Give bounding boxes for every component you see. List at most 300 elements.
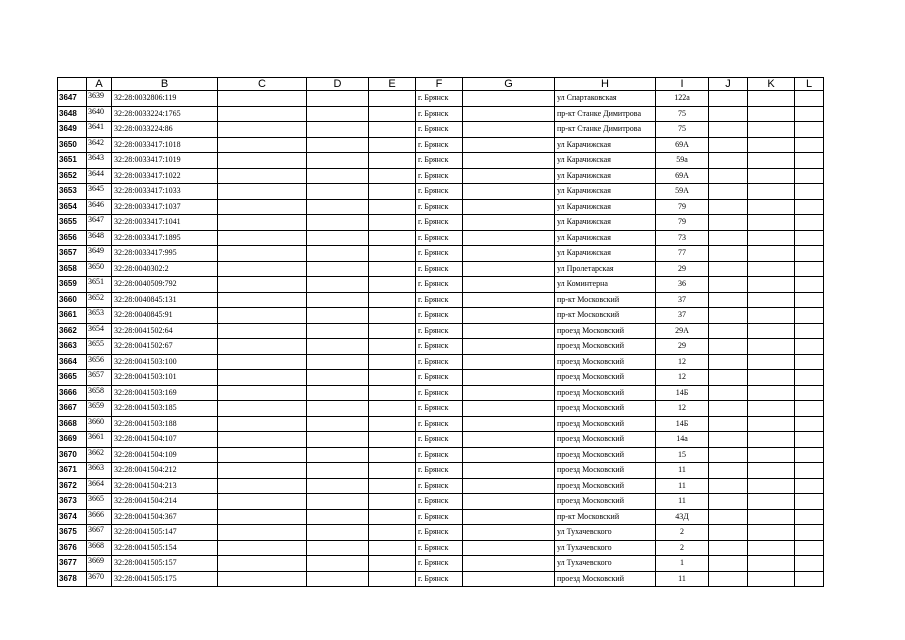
row-number[interactable]: 3672 bbox=[58, 478, 87, 494]
cell-e[interactable] bbox=[369, 292, 416, 308]
cell-j[interactable] bbox=[709, 370, 748, 386]
cell-h[interactable]: проезд Московский bbox=[555, 416, 656, 432]
cell-b[interactable]: 32:28:0041503:100 bbox=[112, 354, 218, 370]
cell-g[interactable] bbox=[463, 106, 555, 122]
cell-b[interactable]: 32:28:0040845:91 bbox=[112, 308, 218, 324]
cell-e[interactable] bbox=[369, 323, 416, 339]
cell-k[interactable] bbox=[748, 230, 795, 246]
cell-a[interactable]: 3646 bbox=[87, 199, 112, 215]
cell-j[interactable] bbox=[709, 509, 748, 525]
row-number[interactable]: 3658 bbox=[58, 261, 87, 277]
cell-h[interactable]: пр-кт Московский bbox=[555, 308, 656, 324]
cell-i[interactable]: 75 bbox=[656, 106, 709, 122]
cell-l[interactable] bbox=[795, 385, 824, 401]
column-header-a[interactable]: A bbox=[87, 78, 112, 91]
cell-i[interactable]: 14Б bbox=[656, 385, 709, 401]
cell-h[interactable]: проезд Московский bbox=[555, 478, 656, 494]
row-number[interactable]: 3675 bbox=[58, 525, 87, 541]
cell-i[interactable]: 73 bbox=[656, 230, 709, 246]
cell-l[interactable] bbox=[795, 215, 824, 231]
cell-e[interactable] bbox=[369, 432, 416, 448]
cell-e[interactable] bbox=[369, 339, 416, 355]
cell-b[interactable]: 32:28:0041505:175 bbox=[112, 571, 218, 587]
cell-a[interactable]: 3653 bbox=[87, 308, 112, 324]
cell-e[interactable] bbox=[369, 401, 416, 417]
cell-h[interactable]: проезд Московский bbox=[555, 385, 656, 401]
cell-d[interactable] bbox=[307, 168, 369, 184]
cell-l[interactable] bbox=[795, 199, 824, 215]
cell-g[interactable] bbox=[463, 478, 555, 494]
cell-d[interactable] bbox=[307, 401, 369, 417]
cell-g[interactable] bbox=[463, 277, 555, 293]
cell-l[interactable] bbox=[795, 401, 824, 417]
cell-l[interactable] bbox=[795, 106, 824, 122]
cell-k[interactable] bbox=[748, 137, 795, 153]
cell-i[interactable]: 11 bbox=[656, 494, 709, 510]
cell-j[interactable] bbox=[709, 447, 748, 463]
row-number[interactable]: 3656 bbox=[58, 230, 87, 246]
row-number[interactable]: 3677 bbox=[58, 556, 87, 572]
cell-l[interactable] bbox=[795, 571, 824, 587]
cell-d[interactable] bbox=[307, 261, 369, 277]
cell-c[interactable] bbox=[218, 385, 307, 401]
cell-e[interactable] bbox=[369, 153, 416, 169]
cell-j[interactable] bbox=[709, 385, 748, 401]
cell-a[interactable]: 3642 bbox=[87, 137, 112, 153]
row-number[interactable]: 3655 bbox=[58, 215, 87, 231]
cell-h[interactable]: ул Карачижская bbox=[555, 137, 656, 153]
cell-e[interactable] bbox=[369, 571, 416, 587]
cell-k[interactable] bbox=[748, 463, 795, 479]
cell-f[interactable]: г. Брянск bbox=[416, 91, 463, 107]
cell-h[interactable]: проезд Московский bbox=[555, 370, 656, 386]
cell-k[interactable] bbox=[748, 556, 795, 572]
cell-i[interactable]: 29 bbox=[656, 261, 709, 277]
cell-j[interactable] bbox=[709, 277, 748, 293]
cell-e[interactable] bbox=[369, 478, 416, 494]
cell-d[interactable] bbox=[307, 354, 369, 370]
cell-g[interactable] bbox=[463, 509, 555, 525]
column-header-j[interactable]: J bbox=[709, 78, 748, 91]
cell-k[interactable] bbox=[748, 184, 795, 200]
cell-a[interactable]: 3655 bbox=[87, 339, 112, 355]
cell-g[interactable] bbox=[463, 323, 555, 339]
cell-a[interactable]: 3648 bbox=[87, 230, 112, 246]
cell-l[interactable] bbox=[795, 323, 824, 339]
cell-k[interactable] bbox=[748, 509, 795, 525]
cell-b[interactable]: 32:28:0033417:1895 bbox=[112, 230, 218, 246]
row-number[interactable]: 3650 bbox=[58, 137, 87, 153]
cell-l[interactable] bbox=[795, 230, 824, 246]
row-number[interactable]: 3659 bbox=[58, 277, 87, 293]
cell-j[interactable] bbox=[709, 571, 748, 587]
row-number[interactable]: 3663 bbox=[58, 339, 87, 355]
cell-l[interactable] bbox=[795, 137, 824, 153]
cell-a[interactable]: 3657 bbox=[87, 370, 112, 386]
cell-f[interactable]: г. Брянск bbox=[416, 556, 463, 572]
cell-j[interactable] bbox=[709, 494, 748, 510]
cell-j[interactable] bbox=[709, 416, 748, 432]
column-header-c[interactable]: C bbox=[218, 78, 307, 91]
cell-e[interactable] bbox=[369, 230, 416, 246]
cell-f[interactable]: г. Брянск bbox=[416, 122, 463, 138]
cell-g[interactable] bbox=[463, 168, 555, 184]
cell-a[interactable]: 3649 bbox=[87, 246, 112, 262]
cell-i[interactable]: 37 bbox=[656, 308, 709, 324]
row-number[interactable]: 3653 bbox=[58, 184, 87, 200]
cell-h[interactable]: ул Тухачевского bbox=[555, 525, 656, 541]
cell-h[interactable]: ул Карачижская bbox=[555, 199, 656, 215]
row-number[interactable]: 3661 bbox=[58, 308, 87, 324]
cell-l[interactable] bbox=[795, 494, 824, 510]
column-header-f[interactable]: F bbox=[416, 78, 463, 91]
cell-j[interactable] bbox=[709, 153, 748, 169]
cell-b[interactable]: 32:28:0033417:1022 bbox=[112, 168, 218, 184]
column-header-h[interactable]: H bbox=[555, 78, 656, 91]
cell-i[interactable]: 2 bbox=[656, 525, 709, 541]
cell-b[interactable]: 32:28:0040302:2 bbox=[112, 261, 218, 277]
cell-i[interactable]: 11 bbox=[656, 463, 709, 479]
cell-b[interactable]: 32:28:0041504:109 bbox=[112, 447, 218, 463]
cell-f[interactable]: г. Брянск bbox=[416, 292, 463, 308]
cell-i[interactable]: 79 bbox=[656, 215, 709, 231]
cell-g[interactable] bbox=[463, 246, 555, 262]
column-header-g[interactable]: G bbox=[463, 78, 555, 91]
cell-k[interactable] bbox=[748, 370, 795, 386]
cell-d[interactable] bbox=[307, 447, 369, 463]
cell-f[interactable]: г. Брянск bbox=[416, 308, 463, 324]
cell-f[interactable]: г. Брянск bbox=[416, 106, 463, 122]
cell-c[interactable] bbox=[218, 494, 307, 510]
cell-e[interactable] bbox=[369, 540, 416, 556]
cell-d[interactable] bbox=[307, 122, 369, 138]
cell-j[interactable] bbox=[709, 122, 748, 138]
cell-k[interactable] bbox=[748, 447, 795, 463]
cell-k[interactable] bbox=[748, 277, 795, 293]
cell-e[interactable] bbox=[369, 370, 416, 386]
cell-a[interactable]: 3668 bbox=[87, 540, 112, 556]
cell-d[interactable] bbox=[307, 385, 369, 401]
cell-k[interactable] bbox=[748, 153, 795, 169]
cell-d[interactable] bbox=[307, 106, 369, 122]
cell-f[interactable]: г. Брянск bbox=[416, 463, 463, 479]
cell-c[interactable] bbox=[218, 91, 307, 107]
cell-c[interactable] bbox=[218, 370, 307, 386]
cell-g[interactable] bbox=[463, 525, 555, 541]
cell-a[interactable]: 3667 bbox=[87, 525, 112, 541]
cell-c[interactable] bbox=[218, 122, 307, 138]
cell-d[interactable] bbox=[307, 137, 369, 153]
cell-l[interactable] bbox=[795, 339, 824, 355]
cell-e[interactable] bbox=[369, 556, 416, 572]
cell-j[interactable] bbox=[709, 137, 748, 153]
cell-b[interactable]: 32:28:0041505:147 bbox=[112, 525, 218, 541]
cell-d[interactable] bbox=[307, 540, 369, 556]
cell-h[interactable]: проезд Московский bbox=[555, 494, 656, 510]
cell-b[interactable]: 32:28:0041503:188 bbox=[112, 416, 218, 432]
cell-b[interactable]: 32:28:0041504:213 bbox=[112, 478, 218, 494]
row-number[interactable]: 3669 bbox=[58, 432, 87, 448]
cell-k[interactable] bbox=[748, 91, 795, 107]
cell-h[interactable]: пр-кт Московский bbox=[555, 509, 656, 525]
cell-l[interactable] bbox=[795, 261, 824, 277]
cell-f[interactable]: г. Брянск bbox=[416, 370, 463, 386]
cell-k[interactable] bbox=[748, 571, 795, 587]
cell-d[interactable] bbox=[307, 277, 369, 293]
row-number[interactable]: 3678 bbox=[58, 571, 87, 587]
cell-g[interactable] bbox=[463, 447, 555, 463]
corner-cell[interactable] bbox=[58, 78, 87, 91]
cell-a[interactable]: 3643 bbox=[87, 153, 112, 169]
row-number[interactable]: 3667 bbox=[58, 401, 87, 417]
cell-e[interactable] bbox=[369, 106, 416, 122]
cell-b[interactable]: 32:28:0032806:119 bbox=[112, 91, 218, 107]
cell-f[interactable]: г. Брянск bbox=[416, 432, 463, 448]
cell-c[interactable] bbox=[218, 447, 307, 463]
cell-c[interactable] bbox=[218, 215, 307, 231]
column-header-k[interactable]: K bbox=[748, 78, 795, 91]
cell-k[interactable] bbox=[748, 215, 795, 231]
cell-k[interactable] bbox=[748, 106, 795, 122]
cell-k[interactable] bbox=[748, 416, 795, 432]
cell-g[interactable] bbox=[463, 153, 555, 169]
row-number[interactable]: 3647 bbox=[58, 91, 87, 107]
cell-j[interactable] bbox=[709, 168, 748, 184]
cell-i[interactable]: 14а bbox=[656, 432, 709, 448]
cell-i[interactable]: 15 bbox=[656, 447, 709, 463]
cell-j[interactable] bbox=[709, 556, 748, 572]
cell-f[interactable]: г. Брянск bbox=[416, 168, 463, 184]
cell-f[interactable]: г. Брянск bbox=[416, 401, 463, 417]
cell-d[interactable] bbox=[307, 199, 369, 215]
cell-f[interactable]: г. Брянск bbox=[416, 215, 463, 231]
cell-a[interactable]: 3666 bbox=[87, 509, 112, 525]
cell-c[interactable] bbox=[218, 571, 307, 587]
cell-i[interactable]: 11 bbox=[656, 478, 709, 494]
cell-g[interactable] bbox=[463, 122, 555, 138]
cell-c[interactable] bbox=[218, 168, 307, 184]
cell-f[interactable]: г. Брянск bbox=[416, 509, 463, 525]
cell-j[interactable] bbox=[709, 106, 748, 122]
cell-f[interactable]: г. Брянск bbox=[416, 277, 463, 293]
cell-d[interactable] bbox=[307, 323, 369, 339]
cell-e[interactable] bbox=[369, 308, 416, 324]
cell-e[interactable] bbox=[369, 91, 416, 107]
cell-i[interactable]: 59а bbox=[656, 153, 709, 169]
cell-g[interactable] bbox=[463, 370, 555, 386]
cell-k[interactable] bbox=[748, 339, 795, 355]
cell-c[interactable] bbox=[218, 277, 307, 293]
cell-k[interactable] bbox=[748, 261, 795, 277]
cell-i[interactable]: 12 bbox=[656, 370, 709, 386]
cell-e[interactable] bbox=[369, 261, 416, 277]
cell-a[interactable]: 3645 bbox=[87, 184, 112, 200]
cell-j[interactable] bbox=[709, 292, 748, 308]
cell-b[interactable]: 32:28:0033417:1018 bbox=[112, 137, 218, 153]
cell-d[interactable] bbox=[307, 215, 369, 231]
cell-j[interactable] bbox=[709, 478, 748, 494]
cell-f[interactable]: г. Брянск bbox=[416, 184, 463, 200]
cell-b[interactable]: 32:28:0033417:1033 bbox=[112, 184, 218, 200]
cell-i[interactable]: 77 bbox=[656, 246, 709, 262]
cell-a[interactable]: 3647 bbox=[87, 215, 112, 231]
cell-c[interactable] bbox=[218, 525, 307, 541]
cell-h[interactable]: ул Тухачевского bbox=[555, 540, 656, 556]
cell-a[interactable]: 3652 bbox=[87, 292, 112, 308]
cell-b[interactable]: 32:28:0033417:995 bbox=[112, 246, 218, 262]
row-number[interactable]: 3676 bbox=[58, 540, 87, 556]
cell-c[interactable] bbox=[218, 308, 307, 324]
cell-b[interactable]: 32:28:0041503:101 bbox=[112, 370, 218, 386]
cell-i[interactable]: 29 bbox=[656, 339, 709, 355]
cell-c[interactable] bbox=[218, 246, 307, 262]
cell-a[interactable]: 3656 bbox=[87, 354, 112, 370]
cell-g[interactable] bbox=[463, 385, 555, 401]
cell-e[interactable] bbox=[369, 246, 416, 262]
cell-f[interactable]: г. Брянск bbox=[416, 153, 463, 169]
cell-d[interactable] bbox=[307, 432, 369, 448]
cell-l[interactable] bbox=[795, 308, 824, 324]
cell-i[interactable]: 2 bbox=[656, 540, 709, 556]
cell-i[interactable]: 69А bbox=[656, 168, 709, 184]
cell-i[interactable]: 43Д bbox=[656, 509, 709, 525]
cell-g[interactable] bbox=[463, 339, 555, 355]
cell-h[interactable]: ул Карачижская bbox=[555, 168, 656, 184]
cell-g[interactable] bbox=[463, 199, 555, 215]
cell-e[interactable] bbox=[369, 199, 416, 215]
row-number[interactable]: 3664 bbox=[58, 354, 87, 370]
cell-e[interactable] bbox=[369, 447, 416, 463]
cell-l[interactable] bbox=[795, 509, 824, 525]
cell-b[interactable]: 32:28:0033417:1037 bbox=[112, 199, 218, 215]
cell-b[interactable]: 32:28:0041502:67 bbox=[112, 339, 218, 355]
cell-a[interactable]: 3660 bbox=[87, 416, 112, 432]
cell-f[interactable]: г. Брянск bbox=[416, 261, 463, 277]
cell-a[interactable]: 3658 bbox=[87, 385, 112, 401]
row-number[interactable]: 3649 bbox=[58, 122, 87, 138]
cell-e[interactable] bbox=[369, 137, 416, 153]
cell-a[interactable]: 3651 bbox=[87, 277, 112, 293]
column-header-l[interactable]: L bbox=[795, 78, 824, 91]
cell-e[interactable] bbox=[369, 463, 416, 479]
cell-e[interactable] bbox=[369, 509, 416, 525]
cell-d[interactable] bbox=[307, 308, 369, 324]
cell-l[interactable] bbox=[795, 91, 824, 107]
cell-c[interactable] bbox=[218, 153, 307, 169]
cell-g[interactable] bbox=[463, 215, 555, 231]
cell-l[interactable] bbox=[795, 540, 824, 556]
cell-l[interactable] bbox=[795, 122, 824, 138]
cell-c[interactable] bbox=[218, 106, 307, 122]
cell-h[interactable]: ул Карачижская bbox=[555, 184, 656, 200]
cell-j[interactable] bbox=[709, 525, 748, 541]
cell-j[interactable] bbox=[709, 230, 748, 246]
column-header-i[interactable]: I bbox=[656, 78, 709, 91]
cell-g[interactable] bbox=[463, 137, 555, 153]
cell-k[interactable] bbox=[748, 323, 795, 339]
cell-j[interactable] bbox=[709, 215, 748, 231]
cell-g[interactable] bbox=[463, 432, 555, 448]
cell-a[interactable]: 3639 bbox=[87, 91, 112, 107]
cell-l[interactable] bbox=[795, 354, 824, 370]
cell-e[interactable] bbox=[369, 525, 416, 541]
cell-l[interactable] bbox=[795, 277, 824, 293]
cell-f[interactable]: г. Брянск bbox=[416, 246, 463, 262]
cell-g[interactable] bbox=[463, 184, 555, 200]
cell-a[interactable]: 3665 bbox=[87, 494, 112, 510]
cell-h[interactable]: ул Коминтерна bbox=[555, 277, 656, 293]
cell-k[interactable] bbox=[748, 385, 795, 401]
cell-d[interactable] bbox=[307, 91, 369, 107]
cell-d[interactable] bbox=[307, 556, 369, 572]
cell-g[interactable] bbox=[463, 292, 555, 308]
cell-c[interactable] bbox=[218, 137, 307, 153]
cell-a[interactable]: 3659 bbox=[87, 401, 112, 417]
cell-l[interactable] bbox=[795, 525, 824, 541]
cell-h[interactable]: ул Спартаковская bbox=[555, 91, 656, 107]
cell-c[interactable] bbox=[218, 401, 307, 417]
cell-d[interactable] bbox=[307, 370, 369, 386]
cell-l[interactable] bbox=[795, 556, 824, 572]
cell-k[interactable] bbox=[748, 199, 795, 215]
cell-i[interactable]: 36 bbox=[656, 277, 709, 293]
cell-j[interactable] bbox=[709, 401, 748, 417]
cell-l[interactable] bbox=[795, 246, 824, 262]
cell-i[interactable]: 11 bbox=[656, 571, 709, 587]
cell-d[interactable] bbox=[307, 153, 369, 169]
cell-k[interactable] bbox=[748, 494, 795, 510]
cell-k[interactable] bbox=[748, 401, 795, 417]
cell-d[interactable] bbox=[307, 246, 369, 262]
cell-k[interactable] bbox=[748, 292, 795, 308]
cell-c[interactable] bbox=[218, 509, 307, 525]
cell-f[interactable]: г. Брянск bbox=[416, 385, 463, 401]
cell-d[interactable] bbox=[307, 416, 369, 432]
cell-g[interactable] bbox=[463, 416, 555, 432]
cell-c[interactable] bbox=[218, 354, 307, 370]
cell-b[interactable]: 32:28:0033417:1041 bbox=[112, 215, 218, 231]
cell-c[interactable] bbox=[218, 199, 307, 215]
cell-a[interactable]: 3654 bbox=[87, 323, 112, 339]
cell-l[interactable] bbox=[795, 478, 824, 494]
cell-e[interactable] bbox=[369, 416, 416, 432]
cell-d[interactable] bbox=[307, 571, 369, 587]
cell-d[interactable] bbox=[307, 509, 369, 525]
cell-f[interactable]: г. Брянск bbox=[416, 525, 463, 541]
cell-d[interactable] bbox=[307, 184, 369, 200]
cell-f[interactable]: г. Брянск bbox=[416, 416, 463, 432]
cell-j[interactable] bbox=[709, 540, 748, 556]
column-header-b[interactable]: B bbox=[112, 78, 218, 91]
cell-l[interactable] bbox=[795, 416, 824, 432]
cell-f[interactable]: г. Брянск bbox=[416, 478, 463, 494]
cell-g[interactable] bbox=[463, 230, 555, 246]
cell-g[interactable] bbox=[463, 401, 555, 417]
cell-b[interactable]: 32:28:0033417:1019 bbox=[112, 153, 218, 169]
row-number[interactable]: 3674 bbox=[58, 509, 87, 525]
cell-l[interactable] bbox=[795, 370, 824, 386]
cell-e[interactable] bbox=[369, 494, 416, 510]
cell-c[interactable] bbox=[218, 478, 307, 494]
cell-j[interactable] bbox=[709, 323, 748, 339]
cell-h[interactable]: проезд Московский bbox=[555, 339, 656, 355]
row-number[interactable]: 3657 bbox=[58, 246, 87, 262]
cell-e[interactable] bbox=[369, 122, 416, 138]
cell-e[interactable] bbox=[369, 354, 416, 370]
cell-l[interactable] bbox=[795, 447, 824, 463]
cell-k[interactable] bbox=[748, 540, 795, 556]
cell-l[interactable] bbox=[795, 292, 824, 308]
